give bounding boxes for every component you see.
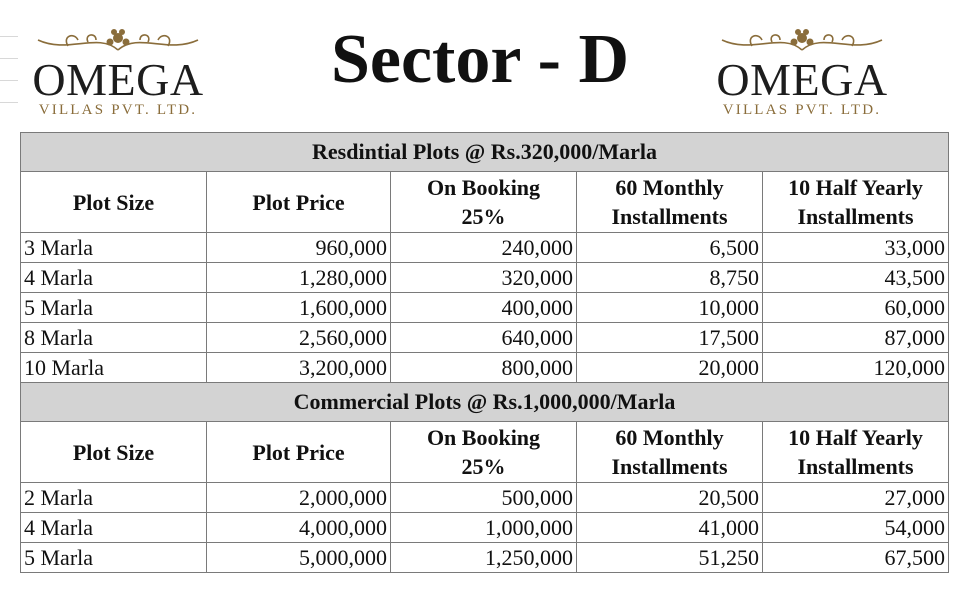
value-cell: 500,000 — [391, 483, 577, 513]
plot-size-cell: 3 Marla — [21, 233, 207, 263]
value-cell: 33,000 — [763, 233, 949, 263]
value-cell: 2,560,000 — [207, 323, 391, 353]
column-header-line: Installments — [797, 454, 914, 479]
column-header-line: 25% — [461, 454, 506, 479]
column-header — [763, 422, 949, 483]
plot-size-cell: 4 Marla — [21, 513, 207, 543]
column-header-line: Installments — [611, 454, 728, 479]
column-header-line: 10 Half Yearly — [788, 175, 923, 200]
value-cell: 120,000 — [763, 353, 949, 383]
value-cell: 8,750 — [577, 263, 763, 293]
column-header — [21, 172, 207, 233]
value-cell: 1,000,000 — [391, 513, 577, 543]
column-header — [207, 422, 391, 483]
table-row — [21, 483, 949, 513]
column-header-line: On Booking — [426, 425, 541, 450]
value-cell: 6,500 — [577, 233, 763, 263]
column-header-line: On Booking — [426, 175, 541, 200]
company-logo-left — [18, 24, 218, 118]
value-cell: 60,000 — [763, 293, 949, 323]
residential-section-header — [21, 133, 949, 172]
logo-name: OMEGA — [32, 54, 204, 105]
logo-name: OMEGA — [716, 54, 888, 105]
value-cell: 1,280,000 — [207, 263, 391, 293]
plot-size-cell: 10 Marla — [21, 353, 207, 383]
column-header — [391, 172, 577, 233]
column-header-line: Plot Price — [252, 439, 345, 465]
column-header-line: Installments — [611, 204, 728, 229]
table-row — [21, 293, 949, 323]
column-header-row — [21, 172, 949, 233]
value-cell: 51,250 — [577, 543, 763, 573]
value-cell: 87,000 — [763, 323, 949, 353]
company-logo-right — [702, 24, 902, 118]
column-header — [577, 422, 763, 483]
page-header — [0, 0, 960, 132]
section-heading: Commercial Plots @ Rs.1,000,000/Marla — [21, 383, 949, 422]
table-row — [21, 233, 949, 263]
value-cell: 43,500 — [763, 263, 949, 293]
value-cell: 67,500 — [763, 543, 949, 573]
value-cell: 1,600,000 — [207, 293, 391, 323]
table-row — [21, 513, 949, 543]
value-cell: 400,000 — [391, 293, 577, 323]
value-cell: 320,000 — [391, 263, 577, 293]
column-header-line: Plot Size — [72, 439, 155, 465]
column-header — [21, 422, 207, 483]
column-header — [391, 422, 577, 483]
column-header — [577, 172, 763, 233]
value-cell: 20,500 — [577, 483, 763, 513]
value-cell: 640,000 — [391, 323, 577, 353]
page-title: Sector - D — [330, 21, 630, 98]
table-row — [21, 323, 949, 353]
value-cell: 20,000 — [577, 353, 763, 383]
column-header-line: 60 Monthly — [615, 425, 724, 450]
table-row — [21, 353, 949, 383]
commercial-section-header — [21, 383, 949, 422]
value-cell: 2,000,000 — [207, 483, 391, 513]
value-cell: 10,000 — [577, 293, 763, 323]
value-cell: 1,250,000 — [391, 543, 577, 573]
value-cell: 960,000 — [207, 233, 391, 263]
logo-subtitle: VILLAS PVT. LTD. — [722, 102, 882, 118]
plot-size-cell: 5 Marla — [21, 293, 207, 323]
value-cell: 800,000 — [391, 353, 577, 383]
column-header-line: 25% — [461, 204, 506, 229]
value-cell: 240,000 — [391, 233, 577, 263]
value-cell: 54,000 — [763, 513, 949, 543]
price-table-body — [21, 133, 949, 573]
column-header — [763, 172, 949, 233]
value-cell: 5,000,000 — [207, 543, 391, 573]
price-table — [20, 132, 949, 573]
plot-size-cell: 4 Marla — [21, 263, 207, 293]
column-header-line: Installments — [797, 204, 914, 229]
logo-subtitle: VILLAS PVT. LTD. — [38, 102, 198, 118]
section-heading: Resdintial Plots @ Rs.320,000/Marla — [21, 133, 949, 172]
column-header-row — [21, 422, 949, 483]
value-cell: 4,000,000 — [207, 513, 391, 543]
column-header-line: Plot Price — [252, 189, 345, 215]
column-header — [207, 172, 391, 233]
value-cell: 3,200,000 — [207, 353, 391, 383]
value-cell: 41,000 — [577, 513, 763, 543]
plot-size-cell: 2 Marla — [21, 483, 207, 513]
value-cell: 27,000 — [763, 483, 949, 513]
plot-size-cell: 8 Marla — [21, 323, 207, 353]
table-row — [21, 543, 949, 573]
column-header-line: 60 Monthly — [615, 175, 724, 200]
column-header-line: Plot Size — [72, 189, 155, 215]
column-header-line: 10 Half Yearly — [788, 425, 923, 450]
table-row — [21, 263, 949, 293]
value-cell: 17,500 — [577, 323, 763, 353]
plot-size-cell: 5 Marla — [21, 543, 207, 573]
